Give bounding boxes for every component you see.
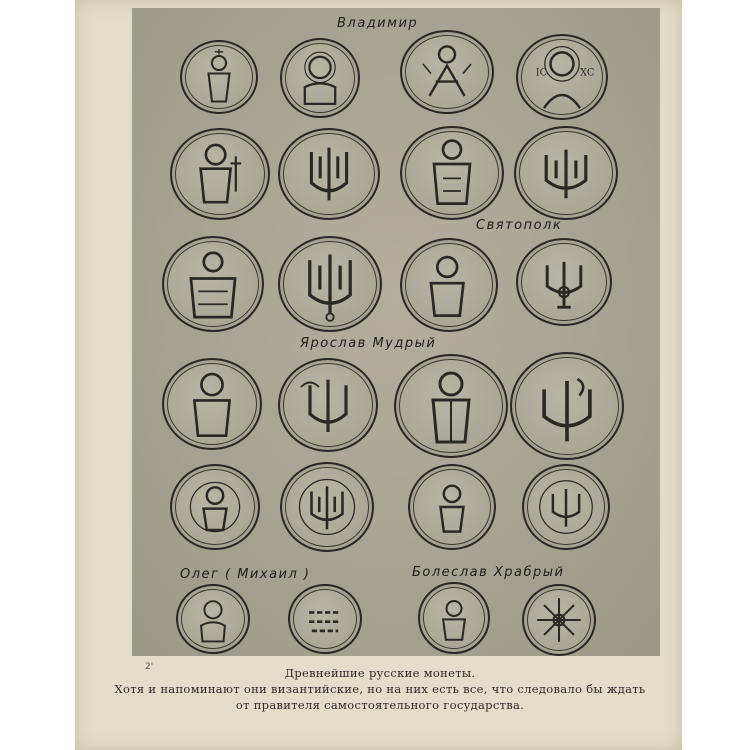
figure-icon xyxy=(410,466,494,548)
svg-text:IC: IC xyxy=(535,67,548,79)
figure-icon xyxy=(178,586,248,652)
coin-svyatopolk-4 xyxy=(516,238,612,326)
text-icon xyxy=(290,586,360,652)
trident-icon xyxy=(512,354,622,458)
figure-icon xyxy=(164,360,260,448)
coin-vladimir-3 xyxy=(400,30,494,114)
figure-icon xyxy=(396,356,506,456)
caption-line-1: Хотя и напоминают они византийские, но на них есть все, что следовало бы ждать xyxy=(114,682,646,696)
caption-title: Древнейшие русские монеты. xyxy=(284,666,476,680)
figure-icon xyxy=(518,36,606,118)
figure-icon xyxy=(172,130,268,218)
figure-icon xyxy=(402,240,496,330)
coin-vladimir-7 xyxy=(400,126,504,220)
label-oleg: Олег ( Михаил ) xyxy=(180,567,311,582)
coin-yaroslav-4 xyxy=(510,352,624,460)
coin-vladimir-2 xyxy=(280,38,360,118)
figure-icon xyxy=(182,42,256,112)
cross-icon xyxy=(524,586,594,654)
coin-svyatopolk-2 xyxy=(278,236,382,332)
trident-icon xyxy=(516,128,616,218)
coin-yaroslav-3 xyxy=(394,354,508,458)
coin-vladimir-6 xyxy=(278,128,380,220)
label-svyatopolk: Святополк xyxy=(476,218,563,233)
coin-vladimir-8 xyxy=(514,126,618,220)
figure-icon xyxy=(172,466,258,548)
coin-boleslav-1 xyxy=(418,582,490,654)
svg-text:XC: XC xyxy=(580,67,595,79)
coin-vladimir-1 xyxy=(180,40,258,114)
figure-icon xyxy=(402,32,492,112)
caption-line-2: от правителя самостоятельного государства. xyxy=(235,698,525,712)
trident-icon xyxy=(280,360,376,450)
coin-svyatopolk-1 xyxy=(162,236,264,332)
coin-boleslav-2 xyxy=(522,584,596,656)
coin-vladimir-5 xyxy=(170,128,270,220)
coin-yaroslav-5 xyxy=(170,464,260,550)
figure-icon xyxy=(420,584,488,652)
trident-icon xyxy=(282,464,372,550)
coin-plate xyxy=(132,8,660,656)
coin-yaroslav-7 xyxy=(408,464,496,550)
figure-icon xyxy=(282,40,358,116)
trident-icon xyxy=(518,240,610,324)
coin-svyatopolk-3 xyxy=(400,238,498,332)
coin-vladimir-4 xyxy=(516,34,608,120)
trident-icon xyxy=(524,466,608,548)
trident-icon xyxy=(280,130,378,218)
coin-oleg-1 xyxy=(176,584,250,654)
label-boleslav: Болеслав Храбрый xyxy=(412,565,565,580)
coin-yaroslav-6 xyxy=(280,462,374,552)
label-vladimir: Владимир xyxy=(337,16,419,31)
coin-yaroslav-8 xyxy=(522,464,610,550)
figure-icon xyxy=(402,128,502,218)
trident-icon xyxy=(280,238,380,330)
coin-oleg-2 xyxy=(288,584,362,654)
plate-corner-mark: 2' xyxy=(145,662,154,672)
figure-icon xyxy=(164,238,262,330)
label-yaroslav: Ярослав Мудрый xyxy=(300,336,437,351)
coin-yaroslav-2 xyxy=(278,358,378,452)
coin-yaroslav-1 xyxy=(162,358,262,450)
